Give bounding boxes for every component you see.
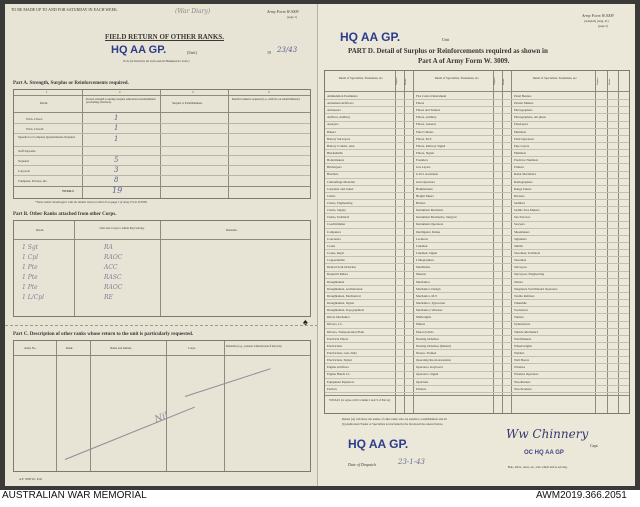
part-d-title-2: Part A of Army Form W. 3009. [418, 57, 510, 65]
trade-name: Smiths [514, 243, 523, 248]
trade-name: Toolsetters [514, 308, 528, 313]
trade-name: Fitter's Mates [416, 129, 434, 134]
trade-name: Surveyors [514, 265, 527, 270]
trade-name: Draughtsmen [327, 279, 345, 284]
trade-name: Assayers [327, 122, 339, 127]
trade-name: Fitters, General [416, 122, 436, 127]
trade-name: Pipe Layers [514, 143, 530, 148]
trade-name: Hutters [416, 200, 426, 205]
trade-row [325, 386, 629, 393]
trade-name: Upholsterers [514, 322, 531, 327]
trade-name: Surveyors, Engineering [514, 272, 545, 277]
trade-name: Electricians, Signal [327, 358, 352, 363]
part-c-title: Part C. Description of other ranks whose return to the unit is particularly requested. [13, 332, 194, 337]
trade-name: Coachtrimmer [327, 222, 346, 227]
trade-row [325, 243, 629, 250]
trade-name: Operators, Signal [416, 372, 439, 377]
trade-name: Welders [514, 350, 525, 355]
trade-name: Woodworkers [514, 386, 532, 391]
pencil-nil: Nil [153, 410, 170, 426]
part-b-title: Part B. Other Ranks attached from other Corps. [13, 212, 117, 217]
trade-name: G.P.O. Assistants [416, 172, 438, 177]
trade-name: Mechanics, M.T. [416, 293, 438, 298]
trade-name: Predictor Numbers [514, 158, 539, 163]
trade-name: Gas Layers [416, 165, 431, 170]
trade-name: Plant Operators [514, 136, 534, 141]
trade-name: Equipment Repairers [327, 379, 354, 384]
trade-name: Despatch Riders [327, 272, 348, 277]
trade-row [325, 186, 629, 193]
trade-name: Founders [416, 158, 428, 163]
trade-row [325, 214, 629, 221]
trade-row [325, 129, 629, 136]
trade-row [325, 350, 629, 357]
trade-name: Nursing Orderlies (Mental) [416, 343, 451, 348]
right-page [318, 4, 635, 486]
trade-row [325, 286, 629, 293]
trade-name: Electricians, Gen. Duty [327, 350, 357, 355]
trade-row [325, 314, 629, 321]
note-1: Return (A) will show the names of other ranks who are surplus to establishment and all [342, 417, 447, 421]
trade-name: Well Borers [514, 358, 530, 363]
trade-name: Artificer, Artillery [327, 115, 351, 120]
signature-note: Bde., Divn., Area, etc., into which unit is serving. [508, 465, 568, 469]
trade-name: Bakers [327, 129, 336, 134]
adapted-note: (Adapted) (Aug. 41) [584, 19, 609, 23]
trade-name: Ammunition Examiners [327, 93, 358, 98]
part-d-table: Detail of Specialists, Tradesmen, etc. Detail of Specialists, Tradesmen, etc. Detail of Specialists, Tradesmen, etc. Surplus Reinfs. Surplus Reinfs. Surplus Reinfs. Ammunition Examiners Fire Control Instrument Panel Beaters Armament Artificers Fitters Pattern Makers Armourers Fitters and Turners Photographers Artificer, Artillery Fitters, Artillery Photographers, Air photo Assayers Fitters, General Platelayers Bakers Fitter's Mates Plumbers Battery Surveyors Fitters, M.T. Plant Operators Battery Comdrs. Asst. Fitters, Railway Signal Pipe Layers Blacksmiths Fitters, Signal Plumbers Boilermakers Founders Predictor Numbers Bricklayers Gas Layers Printers Butchers G.P.O. Assistants Radar Mechanics Camouflage Modeller Gun Operators Radiographers Carpenter and Joiner Hammermen Range Takers Clerks Height Takers Riveters Clerks, Engineering Hutters Saddlers Clerks, Supply Instrument Mechanic Saddle Tree Makers Clerks, Technical Instrument Mechanics, Surgical Saw Doctors Coachtrimmer Instrument Operators Sawyers Computers Intelligence Duties Shoemakers Concreters Lecturers Signallers Cooks Linemen Smiths Cooks, Regtl. Linemen, Signal Storemen, Technical Coppersmiths Lithographers Storemen Dental Clerk Orderlies Machinists Surveyors Despatch Riders Masons Surveyors, Engineering Draughtsmen Mechanics Tailors Draughtsmen, Architectural Mechanics, Design Telephone Switchboard Operators Draughtsmen, Mechanical Mechanics, M.T. Textile Refitters Draughtsmen, Signal Mechanics, Typewriter Tinsmiths Draughtsmen, Topographical Mechanics, Wireless Toolsetters Driver Mechanics Millwrights Turners Drivers, I.C. Miners Upholsterers Drivers, Transportation Plant Motorcyclists Vehicle Mechanics Electrical Fitters Nursing Orderlies Watchmakers Electricians Nursing Orderlies (Mental) Wheelwrights Electricians, Gen. Duty Nurses, Trained Welders Electricians, Signal Operating Room Assistants Well Borers Engine Artificers Operators, Keyboard Wireless Engine Hands I.C. Operators, Signal Wireless Operators Equipment Repairers Opticians Woodturners Farriers Painters Woodworkers TOTALS (to agree with Column 2 and 3 of Part A) [324, 70, 630, 414]
trade-name: Opticians [416, 379, 429, 384]
trade-name: Photographers, Air photo [514, 115, 547, 120]
trade-row [325, 336, 629, 343]
trade-name: Vehicle Mechanics [514, 329, 539, 334]
despatch-label: Date of Despatch [348, 462, 376, 467]
signature: Ww Chinnery [506, 427, 589, 441]
trade-name: Motorcyclists [416, 329, 434, 334]
trade-name: Fire Control Instrument [416, 93, 447, 98]
row-totals: TOTALS [62, 189, 74, 193]
trade-row [325, 207, 629, 214]
trade-name: Clerks [327, 193, 336, 198]
page-number-p2: (page 2) [598, 24, 608, 28]
trade-name: Engine Hands I.C. [327, 372, 351, 377]
col-detail: Detail. [40, 101, 49, 105]
despatch-date: 23-1-43 [398, 458, 425, 466]
row-privates: Trumpeter, Privates, &c. [18, 179, 48, 183]
trade-name: Lecturers [416, 236, 429, 241]
date-label: 19 [267, 50, 271, 55]
form-number-p2: Army Form W.3009 [582, 13, 614, 18]
trade-name: Saw Doctors [514, 215, 531, 220]
trade-name: Painters [416, 386, 427, 391]
trade-name: Gun Operators [416, 179, 435, 184]
trade-name: Drivers, Transportation Plant [327, 329, 365, 334]
unit-label-p2: Unit [442, 37, 450, 42]
trade-row [325, 272, 629, 279]
trade-name: Electrical Fitters [327, 336, 349, 341]
part-a-table: 1 2 3 4 Detail. Posted strength counting surplus authorised establishment (excluding attached). Surplus to Establishment. Reinforcements required (i.e., deficits on establishment). W.Os. Class I. 1 W.Os. Class II. 1 Squadron or Company Quartermaster-Serjeants 1 Staff Serjeants Serjeants 5 Corporals 3 Trumpeter, Privates, &c. 8 TOTALS 19 [13, 89, 311, 199]
trade-row [325, 236, 629, 243]
trade-row [325, 264, 629, 271]
trade-name: Textile Refitters [514, 293, 535, 298]
trade-name: Carpenter and Joiner [327, 186, 354, 191]
trade-name: Nurses, Trained [416, 350, 437, 355]
trade-name: Mechanics, Typewriter [416, 300, 446, 305]
part-a-title: Part A. Strength, Surplus or Reinforcements required. [13, 81, 129, 86]
trade-name: Driver Mechanics [327, 315, 350, 320]
col-reinforcements: Reinforcements required (i.e., deficits on establishment). [232, 97, 301, 101]
trade-name: Fitters, M.T. [416, 136, 432, 141]
trade-row [325, 100, 629, 107]
spade-mark: ♠ [303, 317, 308, 327]
trade-name: Clerks, Technical [327, 215, 350, 220]
trade-name: Instrument Mechanic [416, 208, 444, 213]
trade-name: Fitters, Railway Signal [416, 143, 446, 148]
trade-row [325, 157, 629, 164]
trade-name: Draughtsmen, Signal [327, 300, 354, 305]
trade-name: Mechanics [416, 279, 430, 284]
trade-row [325, 179, 629, 186]
part-b-table: Detail. Unit and Corps to which they belong. Remarks. 1 Sgt RA 1 Cpl RAOC 1 Pte ACC 1 Pte RASC 1 Pte RAOC 1 L/Cpl RE [13, 220, 311, 317]
trade-row [325, 307, 629, 314]
trade-name: Saddlers [514, 200, 525, 205]
perforation-line [5, 325, 318, 326]
trade-name: Fitters and Turners [416, 108, 441, 113]
trade-name: Cooks, Regtl. [327, 250, 345, 255]
trade-row [325, 150, 629, 157]
trade-row [325, 293, 629, 300]
trade-name: Mechanics, Wireless [416, 308, 443, 313]
trade-name: Boilermakers [327, 158, 345, 163]
trade-row [325, 200, 629, 207]
trade-name: Wheelwrights [514, 343, 532, 348]
trade-row [325, 229, 629, 236]
trade-row [325, 300, 629, 307]
trade-row [325, 257, 629, 264]
trade-name: Operators, Keyboard [416, 365, 443, 370]
trade-name: Armament Artificers [327, 100, 354, 105]
trade-row [325, 343, 629, 350]
unit-label: (Unit) [187, 50, 197, 55]
trade-name: Coppersmiths [327, 258, 345, 263]
trade-name: Hammermen [416, 186, 433, 191]
trade-name: Riveters [514, 193, 525, 198]
trade-row [325, 136, 629, 143]
despatch-stamp: HQ AA GP. [348, 437, 409, 451]
row-wo1: W.Os. Class I. [26, 117, 44, 121]
footer-credit: AUSTRALIAN WAR MEMORIAL [2, 490, 147, 501]
trade-name: Concreters [327, 236, 341, 241]
trade-name: Linemen [416, 243, 428, 248]
trade-name: Cooks [327, 243, 336, 248]
trade-name: Battery Comdrs. Asst. [327, 143, 356, 148]
trade-name: Draughtsmen, Topographical [327, 308, 365, 313]
trade-row [325, 357, 629, 364]
trade-name: Instrument Mechanics, Surgical [416, 215, 457, 220]
trade-name: Plumbers [514, 129, 527, 134]
trade-name: Shoemakers [514, 229, 530, 234]
form-number: Army Form W.3009 [267, 9, 299, 14]
trade-name: Woodturners [514, 379, 531, 384]
trade-name: Mechanics, Design [416, 286, 441, 291]
trade-name: Battery Surveyors [327, 136, 351, 141]
trade-name: Pattern Makers [514, 100, 534, 105]
trade-row [325, 322, 629, 329]
signature-stamp: OC HQ AA GP [524, 450, 564, 456]
trade-name: Fitters, Signal [416, 150, 434, 155]
trade-name: Height Takers [416, 193, 434, 198]
trade-name: Butchers [327, 172, 339, 177]
unit-stamp: HQ AA GP. [111, 44, 167, 56]
trade-row [325, 143, 629, 150]
trade-name: Miners [416, 322, 426, 327]
trade-name: Radiographers [514, 179, 533, 184]
trade-name: Fitters, Artillery [416, 115, 437, 120]
furnished-note: To be furnished by all units and all Headquarter units.) [123, 59, 190, 63]
trade-name: Signallers [514, 236, 527, 241]
trade-name: Sawyers [514, 222, 525, 227]
trade-name: Armourers [327, 108, 341, 113]
trade-row [325, 114, 629, 121]
trade-row [325, 250, 629, 257]
trade-name: Radar Mechanics [514, 172, 537, 177]
row-corporals: Corporals [18, 169, 30, 173]
trade-name: Tailors [514, 279, 523, 284]
unit-stamp-p2: HQ AA GP. [340, 30, 401, 44]
date-handwritten: 23/43 [277, 46, 298, 54]
trade-name: Millwrights [416, 315, 432, 320]
col-surplus: Surplus to Establishment. [172, 101, 203, 105]
page-number: (page 1) [287, 15, 297, 19]
signature-rank: Capt. [590, 443, 599, 448]
trade-name: Photographers [514, 108, 533, 113]
trade-name: Dental Clerk Orderlies [327, 265, 357, 270]
trade-name: Range Takers [514, 186, 532, 191]
top-note: TO BE MADE UP TO AND FOR SATURDAY IN EACH WEEK. [11, 7, 118, 12]
trade-name: Storemen, Technical [514, 250, 541, 255]
printer-line: A.F. 3009 Wt. 6/42 [19, 477, 43, 481]
trade-name: Fitters [416, 100, 425, 105]
col-posted: Posted strength counting surplus authorised establishment (excluding attached). [86, 97, 156, 105]
part-a-footnote: *These totals should agree with the details shown in Part D on page 2 of Army Form W.3009. [35, 200, 148, 204]
trade-name: Panel Beaters [514, 93, 532, 98]
trade-row [325, 193, 629, 200]
trade-name: Machinists [416, 265, 430, 270]
trade-name: Intelligence Duties [416, 229, 441, 234]
trade-name: Plumbers [514, 150, 527, 155]
trade-row [325, 107, 629, 114]
form-title: FIELD RETURN OF OTHER RANKS. [105, 33, 224, 41]
trade-name: Wireless [514, 365, 526, 370]
note-2: (b) Authorised Trades or Specialists not included in the list should be entered below. [342, 422, 444, 426]
trade-name: Blacksmiths [327, 150, 343, 155]
trade-name: Saddle Tree Makers [514, 208, 540, 213]
trade-name: Storemen [514, 258, 527, 263]
trade-row [325, 279, 629, 286]
trade-name: Clerks, Supply [327, 208, 346, 213]
footer-accession: AWM2019.366.2051 [536, 490, 627, 501]
trade-row [325, 372, 629, 379]
trade-name: Draughtsmen, Architectural [327, 286, 363, 291]
row-staff-sjts: Staff Serjeants [18, 149, 36, 153]
trade-name: Linemen, Signal [416, 250, 438, 255]
trade-name: Operating Room Assistants [416, 358, 451, 363]
total-value: 19 [112, 186, 123, 195]
trade-name: Draughtsmen, Mechanical [327, 293, 361, 298]
trade-name: Farriers [327, 386, 337, 391]
trade-name: Watchmakers [514, 336, 532, 341]
trade-row [325, 122, 629, 129]
trade-name: Clerks, Engineering [327, 200, 353, 205]
trade-name: Turners [514, 315, 524, 320]
trade-name: Bricklayers [327, 165, 342, 170]
trade-name: Engine Artificers [327, 365, 349, 370]
part-d-title-1: PART D. Detail of Surplus or Reinforcements required as shown in [348, 47, 548, 55]
left-page [5, 4, 318, 486]
trade-name: Masons [416, 272, 426, 277]
trade-name: Platelayers [514, 122, 528, 127]
trade-row [325, 172, 629, 179]
trade-name: Nursing Orderlies [416, 336, 439, 341]
row-wo2: W.Os. Class II. [26, 127, 45, 131]
trade-row [325, 329, 629, 336]
trade-name: Electricians [327, 343, 343, 348]
trade-name: Camouflage Modeller [327, 179, 356, 184]
part-c-table: Army No. Rank. Name and Initials. Corps. Remarks (e.g., present whereabouts if known). [13, 340, 311, 472]
row-cqms: Squadron or Company Quartermaster-Serjeants [18, 135, 76, 139]
row-serjeants: Serjeants [18, 159, 29, 163]
trade-name: Computers [327, 229, 341, 234]
trade-row [325, 93, 629, 100]
totals-label: TOTALS (to agree with Column 2 and 3 of Part A) [329, 398, 391, 402]
trade-name: Drivers, I.C. [327, 322, 343, 327]
trade-row [325, 364, 629, 371]
trade-rows [325, 93, 629, 393]
trade-name: Printers [514, 165, 524, 170]
trade-name: Telephone Switchboard Operators [514, 286, 558, 291]
pencil-note: (War Diary) [175, 8, 211, 15]
trade-row [325, 379, 629, 386]
trade-row [325, 164, 629, 171]
trade-name: Lithographers [416, 258, 434, 263]
trade-row [325, 222, 629, 229]
trade-name: Wireless Operators [514, 372, 539, 377]
trade-name: Instrument Operators [416, 222, 444, 227]
trade-name: Tinsmiths [514, 300, 527, 305]
